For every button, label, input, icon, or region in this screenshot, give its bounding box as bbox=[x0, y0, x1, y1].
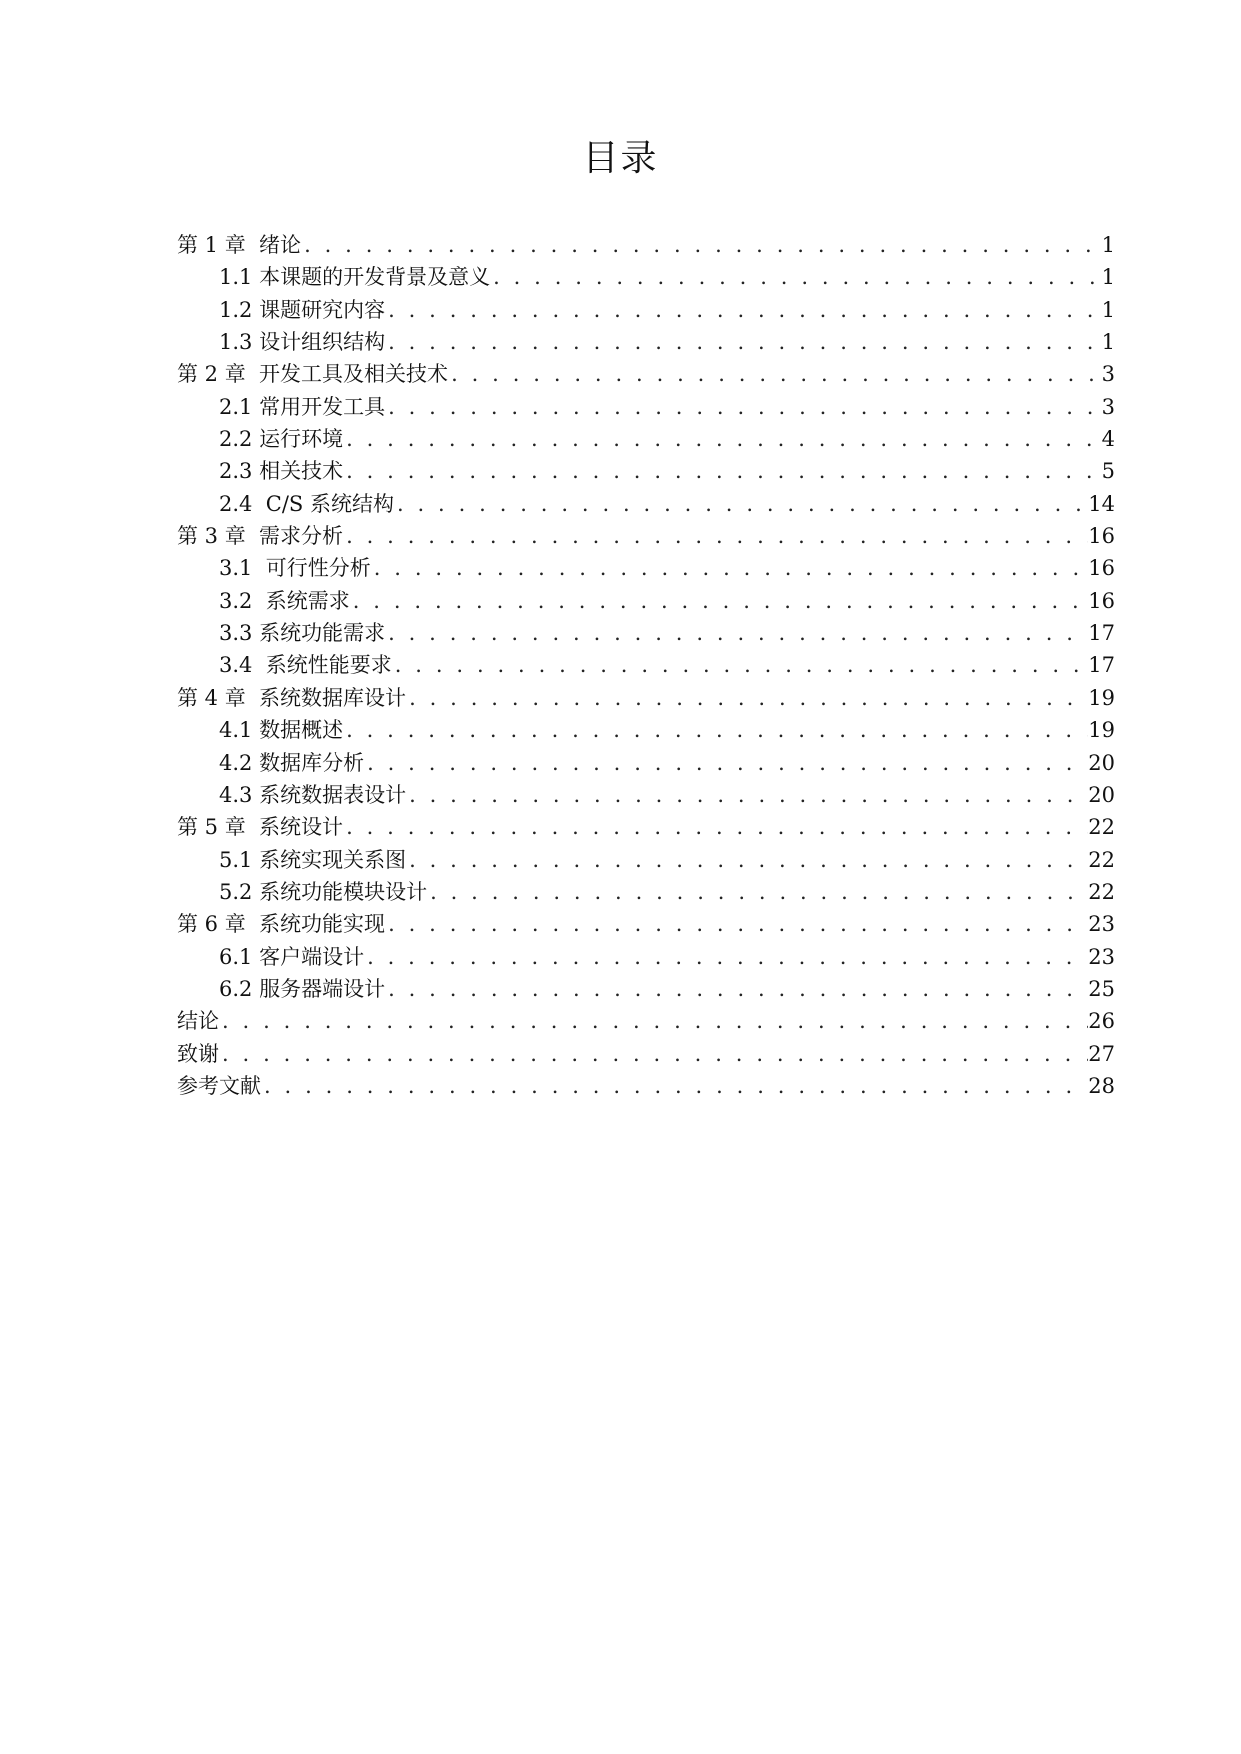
dot-leader bbox=[385, 973, 1088, 1005]
dot-leader bbox=[261, 1070, 1088, 1102]
toc-page-number: 23 bbox=[1088, 944, 1115, 969]
toc-entry-chapter-5[interactable] bbox=[177, 811, 1115, 843]
dot-leader bbox=[301, 229, 1102, 261]
toc-entry-text: 3.2 系统需求 bbox=[219, 588, 350, 613]
toc-entry-section-6-1[interactable] bbox=[177, 941, 1115, 973]
toc-page-number: 16 bbox=[1088, 524, 1115, 549]
toc-page-number: 1 bbox=[1101, 330, 1115, 355]
toc-entry-text: 2.4 C/S 系统结构 bbox=[219, 491, 394, 516]
dot-leader bbox=[406, 844, 1088, 876]
dot-leader bbox=[219, 1038, 1088, 1070]
dot-leader bbox=[385, 617, 1088, 649]
toc-entry-section-2-3[interactable] bbox=[177, 455, 1115, 487]
toc-entry-references[interactable] bbox=[177, 1070, 1115, 1102]
dot-leader bbox=[343, 811, 1088, 843]
toc-page-number: 20 bbox=[1088, 750, 1115, 775]
toc-entry-text: 3.3 系统功能需求 bbox=[219, 621, 386, 646]
toc-page-number: 26 bbox=[1088, 1009, 1115, 1034]
dot-leader bbox=[371, 552, 1089, 584]
toc-entry-section-4-1[interactable] bbox=[177, 714, 1115, 746]
table-of-contents bbox=[177, 229, 1115, 1102]
toc-page-number: 14 bbox=[1088, 491, 1115, 516]
dot-leader bbox=[350, 585, 1089, 617]
toc-entry-text: 1.3 设计组织结构 bbox=[219, 330, 386, 355]
toc-page-number: 1 bbox=[1101, 233, 1115, 257]
toc-page-number: 20 bbox=[1088, 782, 1115, 807]
toc-entry-text: 第 4 章 系统数据库设计 bbox=[177, 685, 407, 710]
toc-entry-chapter-3[interactable] bbox=[177, 520, 1115, 552]
toc-entry-chapter-2[interactable] bbox=[177, 358, 1115, 390]
toc-entry-text: 2.3 相关技术 bbox=[219, 459, 344, 484]
toc-page-number: 19 bbox=[1088, 685, 1115, 710]
dot-leader bbox=[219, 1005, 1088, 1037]
toc-entry-text: 1.1 本课题的开发背景及意义 bbox=[219, 265, 491, 290]
toc-entry-text: 4.2 数据库分析 bbox=[219, 750, 365, 775]
toc-page-number: 19 bbox=[1088, 718, 1115, 743]
dot-leader bbox=[394, 488, 1088, 520]
toc-entry-text: 第 5 章 系统设计 bbox=[177, 815, 344, 840]
toc-entry-text: 3.4 系统性能要求 bbox=[219, 653, 392, 678]
toc-entry-conclusion[interactable] bbox=[177, 1005, 1115, 1037]
toc-entry-text: 第 3 章 需求分析 bbox=[177, 524, 344, 549]
toc-page-number: 22 bbox=[1088, 847, 1115, 872]
toc-entry-text: 5.1 系统实现关系图 bbox=[219, 847, 407, 872]
toc-entry-section-2-1[interactable] bbox=[177, 391, 1115, 423]
toc-page-number: 27 bbox=[1088, 1041, 1115, 1066]
toc-page-number: 1 bbox=[1101, 265, 1115, 290]
toc-entry-text: 6.2 服务器端设计 bbox=[219, 976, 386, 1001]
toc-page-number: 16 bbox=[1088, 588, 1115, 613]
toc-entry-text: 第 2 章 开发工具及相关技术 bbox=[177, 362, 449, 387]
toc-page-number: 16 bbox=[1088, 556, 1115, 581]
dot-leader bbox=[406, 682, 1088, 714]
toc-entry-section-1-3[interactable] bbox=[177, 326, 1115, 358]
toc-entry-chapter-6[interactable] bbox=[177, 908, 1115, 940]
toc-page-number: 1 bbox=[1101, 297, 1115, 322]
toc-entry-chapter-4[interactable] bbox=[177, 682, 1115, 714]
toc-entry-section-3-1[interactable] bbox=[177, 552, 1115, 584]
toc-entry-section-5-2[interactable] bbox=[177, 876, 1115, 908]
toc-page-number: 22 bbox=[1088, 879, 1115, 904]
toc-entry-text: 4.1 数据概述 bbox=[219, 718, 344, 743]
dot-leader bbox=[343, 455, 1102, 487]
toc-page-number: 3 bbox=[1101, 394, 1115, 419]
dot-leader bbox=[427, 876, 1088, 908]
toc-page-number: 22 bbox=[1088, 815, 1115, 840]
toc-entry-text: 2.1 常用开发工具 bbox=[219, 394, 386, 419]
toc-entry-text: 致谢 bbox=[177, 1041, 219, 1066]
toc-entry-text: 参考文献 bbox=[177, 1073, 261, 1098]
toc-entry-section-3-2[interactable] bbox=[177, 585, 1115, 617]
toc-entry-section-3-3[interactable] bbox=[177, 617, 1115, 649]
toc-entry-text: 6.1 客户端设计 bbox=[219, 944, 365, 969]
page-title: 目录 bbox=[582, 138, 659, 179]
dot-leader bbox=[364, 747, 1088, 779]
dot-leader bbox=[343, 423, 1102, 455]
toc-entry-section-1-2[interactable] bbox=[177, 294, 1115, 326]
toc-entry-section-5-1[interactable] bbox=[177, 844, 1115, 876]
toc-entry-text: 5.2 系统功能模块设计 bbox=[219, 879, 428, 904]
toc-page-number: 25 bbox=[1088, 976, 1115, 1001]
toc-entry-section-4-3[interactable] bbox=[177, 779, 1115, 811]
toc-entry-section-4-2[interactable] bbox=[177, 747, 1115, 779]
toc-entry-section-3-4[interactable] bbox=[177, 649, 1115, 681]
dot-leader bbox=[406, 779, 1088, 811]
toc-entry-section-6-2[interactable] bbox=[177, 973, 1115, 1005]
toc-entry-text: 结论 bbox=[177, 1009, 219, 1034]
toc-page-number: 28 bbox=[1088, 1073, 1115, 1098]
dot-leader bbox=[385, 294, 1102, 326]
toc-entry-section-2-4[interactable] bbox=[177, 488, 1115, 520]
toc-entry-acknowledgements[interactable] bbox=[177, 1038, 1115, 1070]
toc-page-number: 4 bbox=[1101, 427, 1115, 452]
toc-entry-chapter-1[interactable] bbox=[177, 229, 1115, 261]
dot-leader bbox=[392, 649, 1089, 681]
dot-leader bbox=[385, 391, 1102, 423]
toc-entry-text: 1.2 课题研究内容 bbox=[219, 297, 386, 322]
toc-entry-text: 3.1 可行性分析 bbox=[219, 556, 371, 581]
toc-entry-section-1-1[interactable] bbox=[177, 261, 1115, 293]
dot-leader bbox=[385, 326, 1102, 358]
toc-page-number: 5 bbox=[1101, 459, 1115, 484]
toc-entry-text: 2.2 运行环境 bbox=[219, 427, 344, 452]
toc-entry-text: 4.3 系统数据表设计 bbox=[219, 782, 407, 807]
toc-page-number: 17 bbox=[1088, 621, 1115, 646]
dot-leader bbox=[385, 908, 1088, 940]
toc-entry-text: 第 1 章 绪论 bbox=[177, 233, 302, 257]
dot-leader bbox=[343, 520, 1088, 552]
toc-page-number: 23 bbox=[1088, 912, 1115, 937]
toc-entry-section-2-2[interactable] bbox=[177, 423, 1115, 455]
dot-leader bbox=[448, 358, 1102, 390]
dot-leader bbox=[364, 941, 1088, 973]
toc-entry-text: 第 6 章 系统功能实现 bbox=[177, 912, 386, 937]
dot-leader bbox=[343, 714, 1088, 746]
toc-page-number: 3 bbox=[1101, 362, 1115, 387]
dot-leader bbox=[490, 261, 1102, 293]
toc-page-number: 17 bbox=[1088, 653, 1115, 678]
